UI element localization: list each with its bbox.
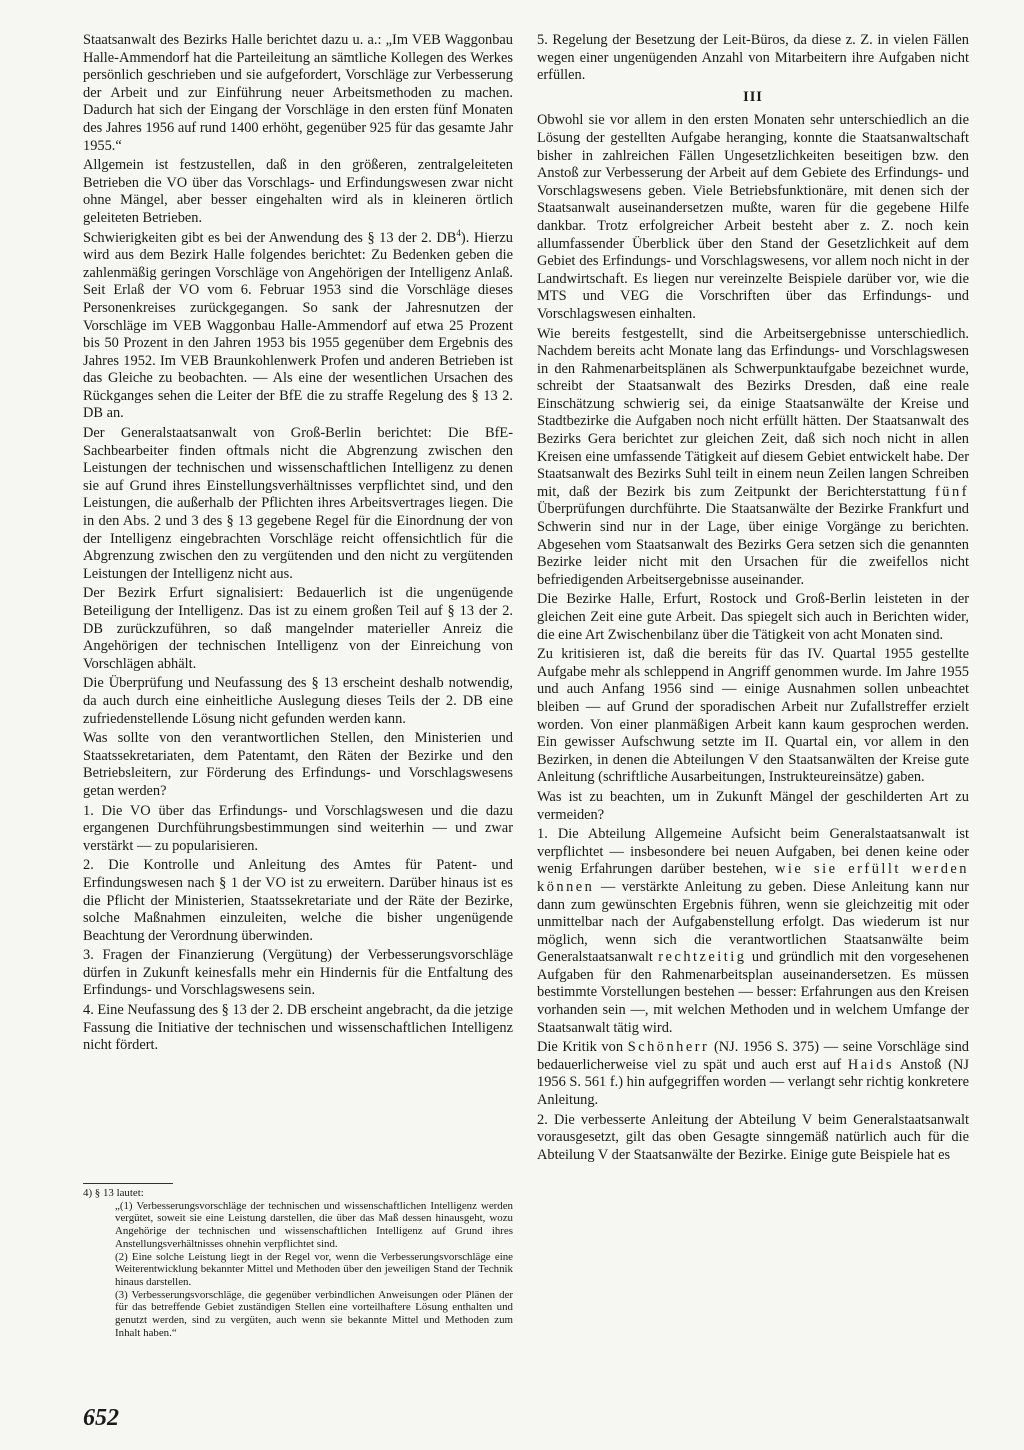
paragraph: Der Generalstaatsanwalt von Groß-Berlin berichtet: Die BfE-Sachbearbeiter finden oftmals nicht die Abgrenzung zwischen den Leistungen der technischen und wissenschaftlichen Intelligenz zu denen sie auf Grund ihres Einstellungsverhältnisses verpflichtet sind, und den Leistungen, die außerhalb der Pflichten ihres Arbeitsvertrages liegen. Die in den Abs. 2 und 3 des § 13 gegebene Regel für die Einordnung der von der Intelligenz eingebrachten Vorschläge reicht offensichtlich für die Abgrenzung zwischen den zu vergütenden und den nicht zu vergütenden Leistungen der Intelligenz nicht aus.	[83, 425, 513, 582]
paragraph: Die Bezirke Halle, Erfurt, Rostock und Groß-Berlin leisteten in der gleichen Zeit eine gute Arbeit. Das spiegelt sich auch in Berichten wider, die eine Art Zwischenbilanz über die Tätigkeit von acht Monaten sind.	[537, 591, 969, 643]
section-heading: III	[743, 88, 763, 105]
emphasis-text: fünf	[935, 483, 969, 500]
text-run: — verstärkte Anleitung zu geben. Diese Anleitung kann nur dann zum gewünschten Ergebnis führen, wenn sie gleichzeitig mit oder unmittelbar nach der Aufgabenstellung erfolgt. Das wiederum ist nur möglich, wenn sich die verantwortlichen Staatsanwälte beim Generalstaatsanwalt	[537, 878, 970, 966]
paragraph: Was ist zu beachten, um in Zukunft Mängel der geschilderten Art zu vermeiden?	[537, 788, 969, 823]
text-run: Schwierigkeiten gibt es bei der Anwendung des § 13 der 2. DB	[83, 229, 457, 246]
emphasis-text: wie sie erfüllt werden können	[537, 861, 969, 895]
paragraph	[537, 1039, 969, 1109]
paragraph: Die Überprüfung und Neufassung des § 13 erscheint deshalb notwendig, da auch durch eine einheitliche Auslegung dieses Teils der 2. DB eine zufriedenstellende Lösung nicht gefunden werden kann.	[83, 675, 513, 727]
list-item: 2. Die verbesserte Anleitung der Abteilung V beim Generalstaatsanwalt vorausgesetzt, gilt das oben Gesagte sinngemäß natürlich auch für die Abteilung V der Staatsanwälte der Bezirke. Einige gute Beispiele hat es	[537, 1111, 969, 1163]
page-number: 652	[83, 1405, 119, 1431]
paragraph: Obwohl sie vor allem in den ersten Monaten sehr unterschiedlich an die Lösung der gestellten Aufgabe heranging, konnte die Staatsanwaltschaft bisher in zahlreichen Fällen Ungesetzlichkeiten beseitigen bzw. den Anstoß zur Verbesserung der Arbeit auf dem Gebiete des Erfindungs- und Vorschlagswesens geben. Viele Betriebsfunktionäre, mit denen sich der Staatsanwalt auseinandersetzen mußte, waren für die gegebene Hilfe dankbar. Trotz erfolgreicher Arbeit besteht aber z. Z. noch kein allumfassender Überblick über den Stand der Gesetzlichkeit auf dem Gebiet des Erfindungs- und Vorschlagswesens, vor allem noch nicht in der Landwirtschaft. Es liegen nur vereinzelte Beispiele darüber vor, wie die MTS und VEG die Vorschriften über das Erfindungs- und Vorschlagswesen einhalten.	[537, 112, 969, 322]
text-run: Wie bereits festgestellt, sind die Arbeitsergebnisse unterschiedlich. Nachdem bereits acht Monate lang das Erfindungs- und Vorschlagswesen in den Rahmenarbeitsplänen als Schwerpunktaufgabe bezeichnet wurde, schreibt der Staatsanwalt des Bezirks Dresden, daß eine reale Einschätzung schwierig sei, da einige Staatsanwälte der Kreise und Stadtbezirke die Aufgaben noch nicht erfüllt hätten. Der Staatsanwalt des Bezirks Gera berichtet zur gleichen Zeit, daß sich noch nicht in allen Kreisen eine umfassende Tätigkeit auf diesem Gebiet entwickelt habe. Der Staatsanwalt des Bezirks Suhl teilt in einem neun Zeilen langen Schreiben mit, daß der Bezirk bis zum Zeitpunkt der Berichterstattung	[537, 325, 969, 500]
footnote-separator	[83, 1183, 173, 1184]
text-run: Die Kritik von	[537, 1039, 624, 1056]
text-run: und gründlich mit den vorgesehenen Aufgaben für den Rahmenarbeitsplan auseinandersetzen. Es müssen bestimmte Vorstellungen bestehen — besser: Erfahrungen aus den Kreisen vorhanden sein —, mit welchen Methoden und in welchem Umfange der Staatsanwalt tätig wird.	[537, 949, 969, 1036]
footnote-text: (2) Eine solche Leistung liegt in der Regel vor, wenn die Verbesserungsvorschläge eine Weiterentwicklung bekannter Mittel und Methoden über den jeweiligen Stand der Technik hinaus darstellen.	[115, 1250, 513, 1288]
left-column	[83, 32, 513, 1055]
paragraph: Staatsanwalt des Bezirks Halle berichtet dazu u. a.: „Im VEB Waggonbau Halle-Ammendorf hat die Parteileitung an sämtliche Kollegen des Werkes persönlich geschrieben und sie aufgefordert, Vorschläge zur Verbesserung der Arbeit und zur Einführung neuer Arbeitsmethoden zu machen. Dadurch hat sich der Eingang der Vorschläge in den ersten fünf Monaten des Jahres 1956 auf rund 1400 erhöht, gegenüber 925 für das gesamte Jahr 1955.“	[83, 32, 513, 154]
right-column	[537, 32, 969, 1164]
footnote	[83, 1187, 513, 1339]
author-name: Schönherr	[627, 1039, 710, 1056]
list-item: 4. Eine Neufassung des § 13 der 2. DB erscheint angebracht, da die jetzige Fassung die Initiative der technischen und wissenschaftlichen Intelligenz nicht fördert.	[83, 1002, 513, 1054]
paragraph: Der Bezirk Erfurt signalisiert: Bedauerlich ist die ungenügende Beteiligung der Intelligenz. Das ist zu einem großen Teil auf § 13 der 2. DB zurückzuführen, so daß mangelnder materieller Anreiz die Angehörigen der technischen Intelligenz von der Einreichung von Vorschlägen abhält.	[83, 585, 513, 672]
text-run: Anstoß (NJ 1956 S. 561 f.) hin aufgegriffen worden — verlangt sehr richtig konkretere Anleitung.	[537, 1056, 969, 1109]
paragraph: Was sollte von den verantwortlichen Stellen, den Ministerien und Staatssekretariaten, dem Patentamt, den Räten der Bezirke und den Betriebsleitern, zur Förderung des Erfindungs- und Vorschlagswesens getan werden?	[83, 730, 513, 799]
paragraph	[537, 326, 969, 590]
paragraph: Allgemein ist festzustellen, daß in den größeren, zentralgeleiteten Betrieben die VO über das Vorschlags- und Erfindungswesen zwar nicht ohne Mängel, aber besser eingehalten wird als in kleineren örtlich geleiteten Betrieben.	[83, 157, 513, 226]
paragraph: Zu kritisieren ist, daß die bereits für das IV. Quartal 1955 gestellte Aufgabe mehr als schleppend in Angriff genommen wurde. Im Jahre 1955 und auch Anfang 1956 sind — einige Ausnahmen sollen unbeachtet bleiben — auf Grund der sporadischen Arbeit nur Zufallstreffer erzielt worden. Von einer planmäßigen Arbeit kann kaum gesprochen werden. Ein gewisser Aufschwung setzte im II. Quartal ein, vor allem in den Bezirken, in denen die Abteilungen V den Staatsanwälten der Kreise gute Anleitung (schriftliche Ausarbeitungen, Instrukteureinsätze) gaben.	[537, 646, 969, 786]
footnote-reference[interactable]: 4	[456, 227, 461, 238]
paragraph	[83, 227, 514, 424]
footnote-text: „(1) Verbesserungsvorschläge der technischen und wissenschaftlichen Intelligenz werden vergütet, soweit sie eine Leistung darstellen, die über das Maß dessen hinausgeht, wozu Angehörige der technischen und wissenschaftlichen Intelligenz auf Grund ihres Anstellungsverhältnisses ohnehin verpflichtet sind.	[115, 1199, 513, 1250]
author-name: Haids	[847, 1056, 894, 1073]
footnote-text: (3) Verbesserungsvorschläge, die gegenüber verbindlichen Anweisungen oder Plänen der für das betreffende Gebiet zuständigen Stellen eine vorteilhaftere Lösung enthalten und genutzt werden, sind zu vergüten, auch wenn sie bekannte Mittel und Methoden zum Inhalt haben.“	[115, 1288, 513, 1339]
list-item: 2. Die Kontrolle und Anleitung des Amtes für Patent- und Erfindungswesen nach § 1 der VO ist zu erweitern. Darüber hinaus ist es die Pflicht der Ministerien, Staatssekretariate und der Räte der Bezirke, solche Maßnahmen einzuleiten, welche die bisher ungenügende Beachtung der Verordnung überwinden.	[83, 857, 513, 944]
text-run: (NJ. 1956 S. 375) — seine Vorschläge sind bedauerlicherweise viel zu spät und auch erst auf	[537, 1039, 969, 1073]
list-item	[537, 826, 969, 1037]
emphasis-text: rechtzeitig	[658, 949, 747, 966]
text-run: 1. Die Abteilung Allgemeine Aufsicht beim Generalstaatsanwalt ist verpflichtet — insbesondere bei neuen Aufgaben, bei denen keine oder wenig Erfahrungen darüber bestehen,	[537, 826, 969, 878]
text-run: ). Hierzu wird aus dem Bezirk Halle folgendes berichtet: Zu Bedenken geben die zahlenmäßig geringen Vorschläge von Angehörigen der Intelligenz Anlaß. Seit Erlaß der VO vom 6. Februar 1953 sind die Vorschläge dieses Personenkreises zurückgegangen. So sank der Jahresnutzen der Vorschläge im VEB Waggonbau Halle-Ammendorf auf etwa 25 Prozent bis 50 Prozent in den Jahren 1953 bis 1955 gegenüber dem Ergebnis des Jahres 1952. Im VEB Braunkohlenwerk Profen und anderen Betrieben ist das Gleiche zu beobachten. — Als eine der wesentlichen Ursachen des Rückganges sehen die Leiter der BfE die zu straffe Regelung des § 13 2. DB an.	[83, 229, 514, 422]
footnote-head: 4) § 13 lautet:	[83, 1187, 144, 1199]
list-item: 1. Die VO über das Erfindungs- und Vorschlagswesen und die dazu ergangenen Durchführungsbestimmungen sind weiterhin — und zwar verstärkt — zu popularisieren.	[83, 802, 513, 854]
text-run: Überprüfungen durchführte. Die Staatsanwälte der Bezirke Frankfurt und Schwerin sind nur in der Lage, über einige Vorgänge zu berichten. Abgesehen vom Staatsanwalt des Bezirks Gera setzen sich die genannten Bezirke leider nicht mit den Ursachen für die zweifellos nicht befriedigenden Arbeitsergebnisse auseinander.	[537, 501, 969, 588]
list-item: 3. Fragen der Finanzierung (Vergütung) der Verbesserungsvorschläge dürfen in Zukunft keinesfalls mehr ein Hindernis für die Entfaltung des Erfindungs- und Vorschlagswesens sein.	[83, 947, 513, 999]
list-item: 5. Regelung der Besetzung der Leit-Büros, da diese z. Z. in vielen Fällen wegen einer ungenügenden Anzahl von Mitarbeitern ihre Aufgaben nicht erfüllen.	[537, 32, 969, 84]
